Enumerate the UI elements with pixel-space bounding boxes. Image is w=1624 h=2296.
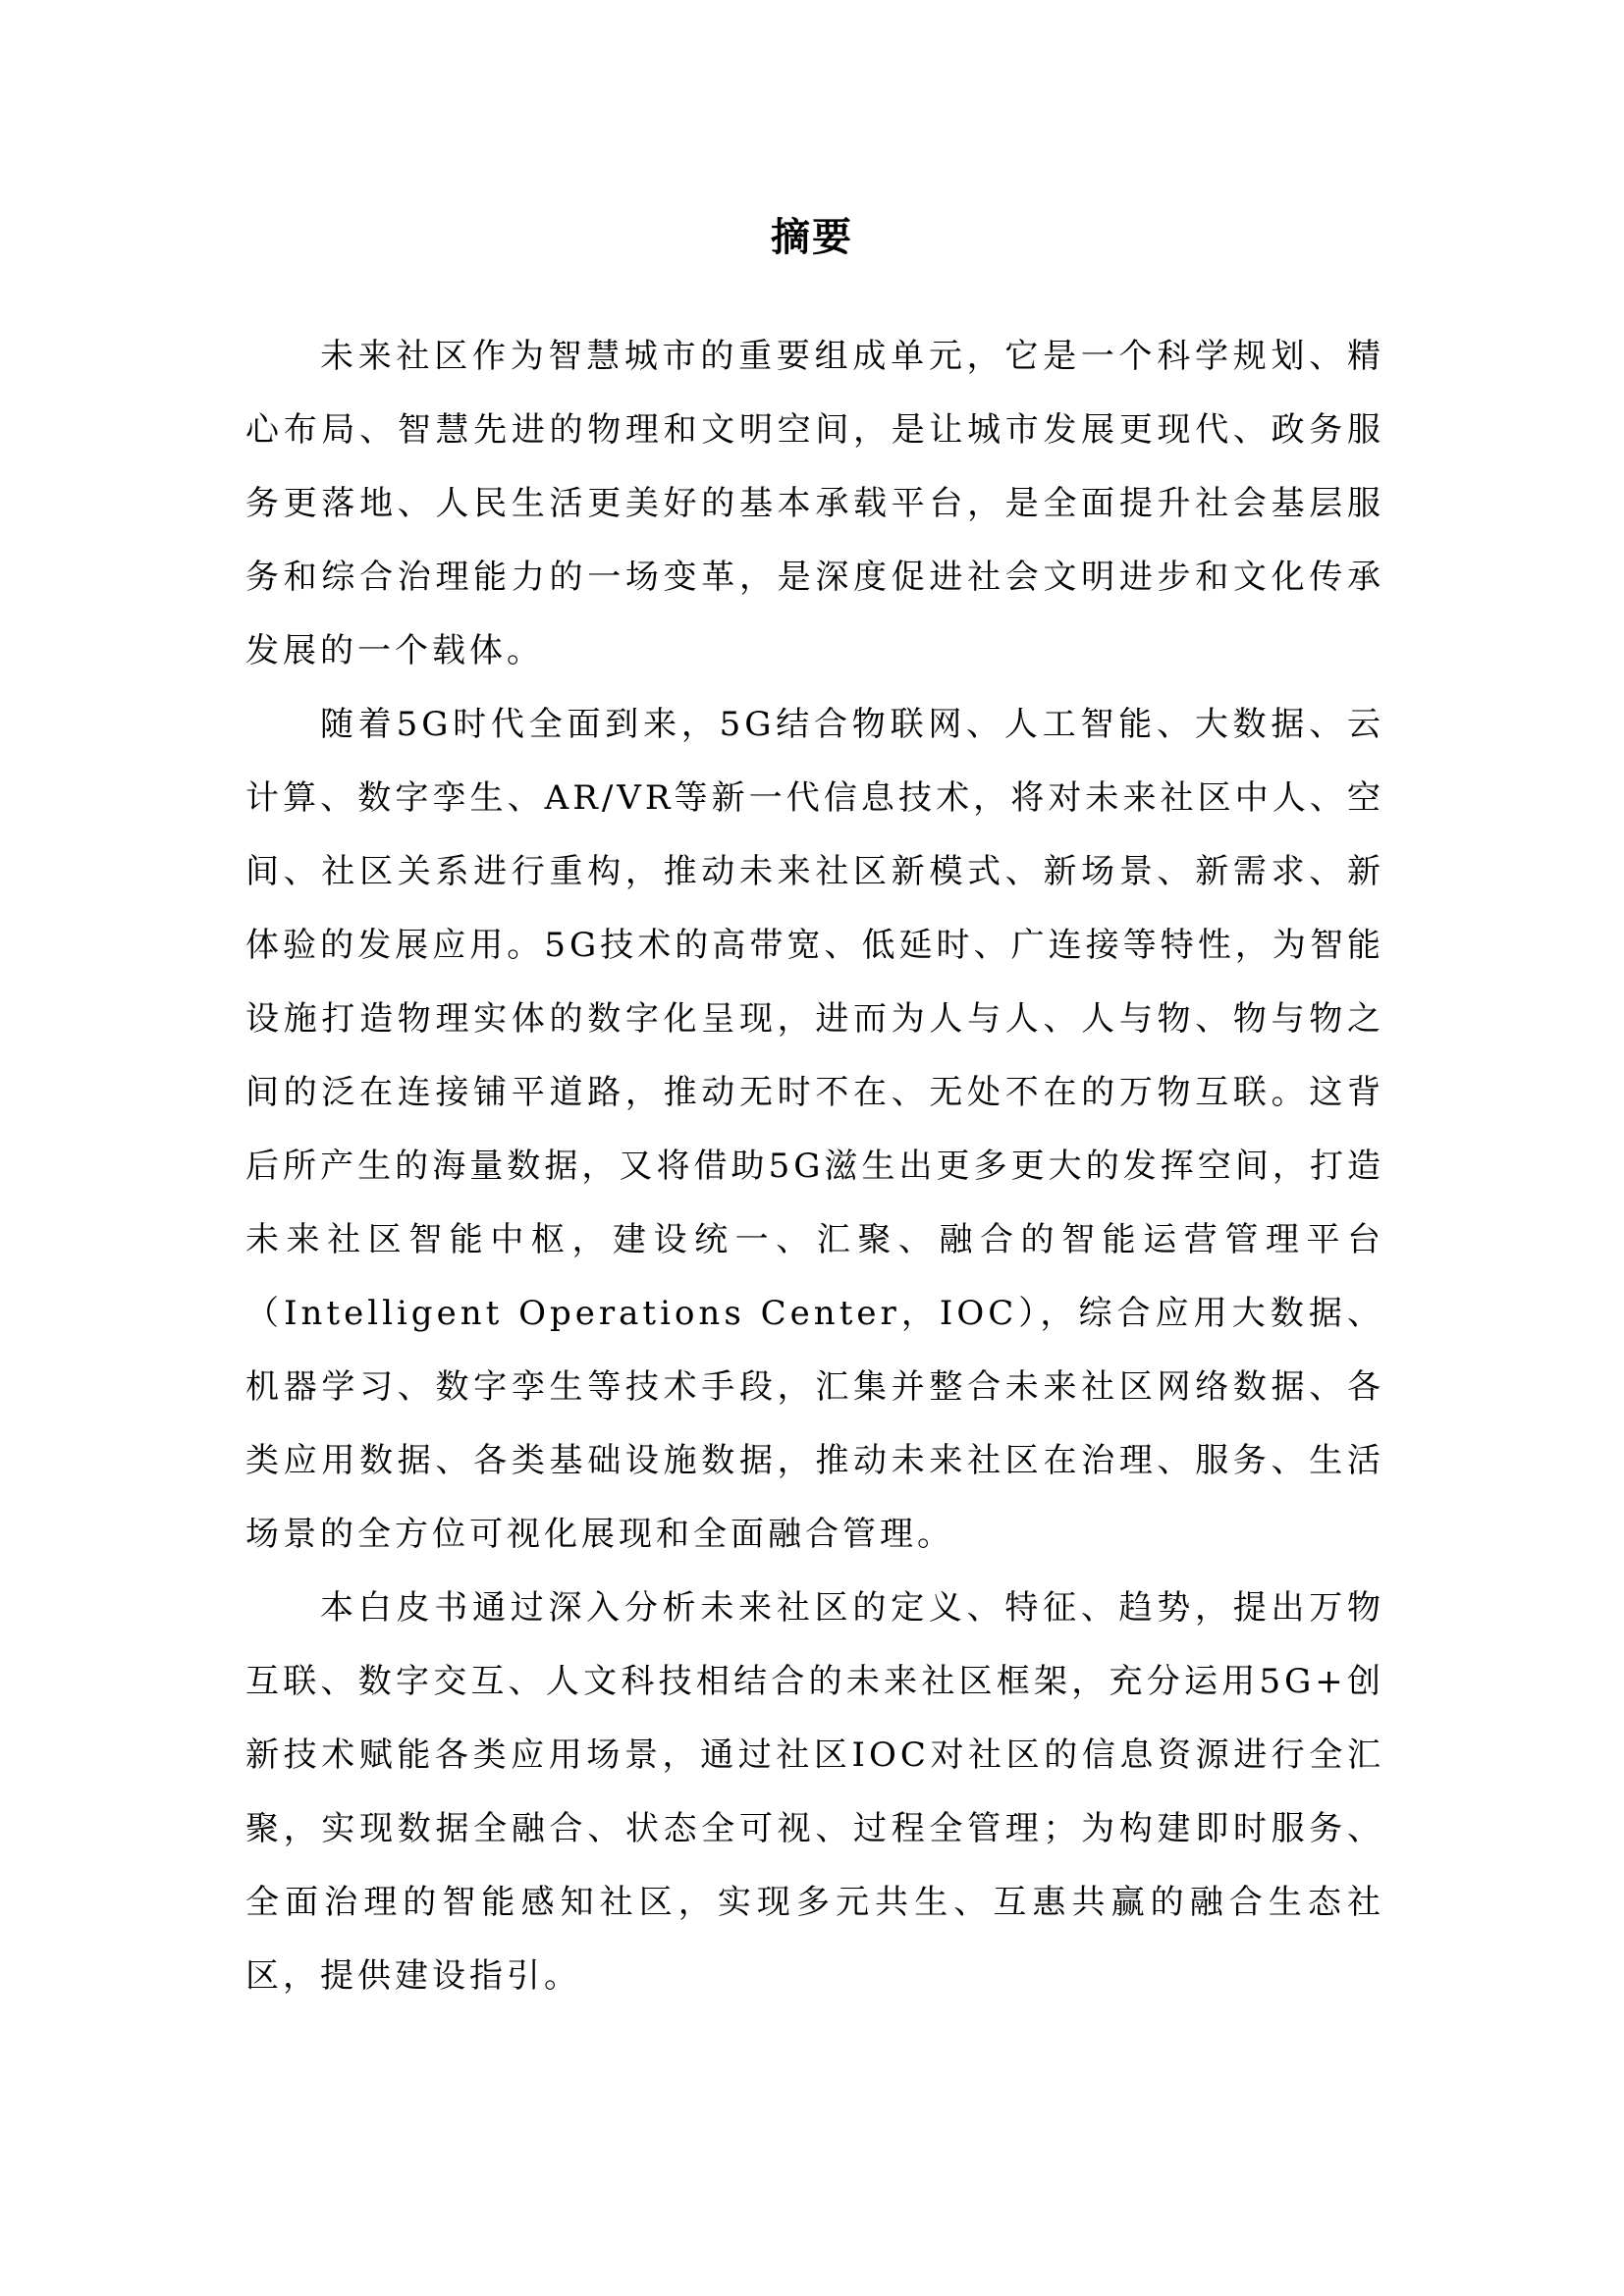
abstract-paragraph-1: 未来社区作为智慧城市的重要组成单元，它是一个科学规划、精心布局、智慧先进的物理和文明空间，是让城市发展更现代、政务服务更落地、人民生活更美好的基本承载平台，是全面提升社会基层服务和综合治理能力的一场变革，是深度促进社会文明进步和文化传承发展的一个载体。 (245, 337, 1384, 670)
page-title: 摘要 (771, 215, 853, 260)
abstract-paragraph-2: 随着5G时代全面到来，5G结合物联网、人工智能、大数据、云计算、数字孪生、AR/VR等新一代信息技术，将对未来社区中人、空间、社区关系进行重构，推动未来社区新模式、新场景、新需求、新体验的发展应用。5G技术的高带宽、低延时、广连接等特性，为智能设施打造物理实体的数字化呈现，进而为人与人、人与物、物与物之间的泛在连接铺平道路，推动无时不在、无处不在的万物互联。这背后所产生的海量数据，又将借助5G滋生出更多更大的发挥空间，打造未来社区智能中枢，建设统一、汇聚、融合的智能运营管理平台（Intelligent Operations Center，IOC），综合应用大数据、机器学习、数字孪生等技术手段，汇集并整合未来社区网络数据、各类应用数据、各类基础设施数据，推动未来社区在治理、服务、生活场景的全方位可视化展现和全面融合管理。 (245, 705, 1384, 1554)
abstract-body (245, 320, 1384, 2013)
abstract-paragraph-3: 本白皮书通过深入分析未来社区的定义、特征、趋势，提出万物互联、数字交互、人文科技相结合的未来社区框架，充分运用5G+创新技术赋能各类应用场景，通过社区IOC对社区的信息资源进行全汇聚，实现数据全融合、状态全可视、过程全管理；为构建即时服务、全面治理的智能感知社区，实现多元共生、互惠共赢的融合生态社区，提供建设指引。 (245, 1588, 1384, 1996)
